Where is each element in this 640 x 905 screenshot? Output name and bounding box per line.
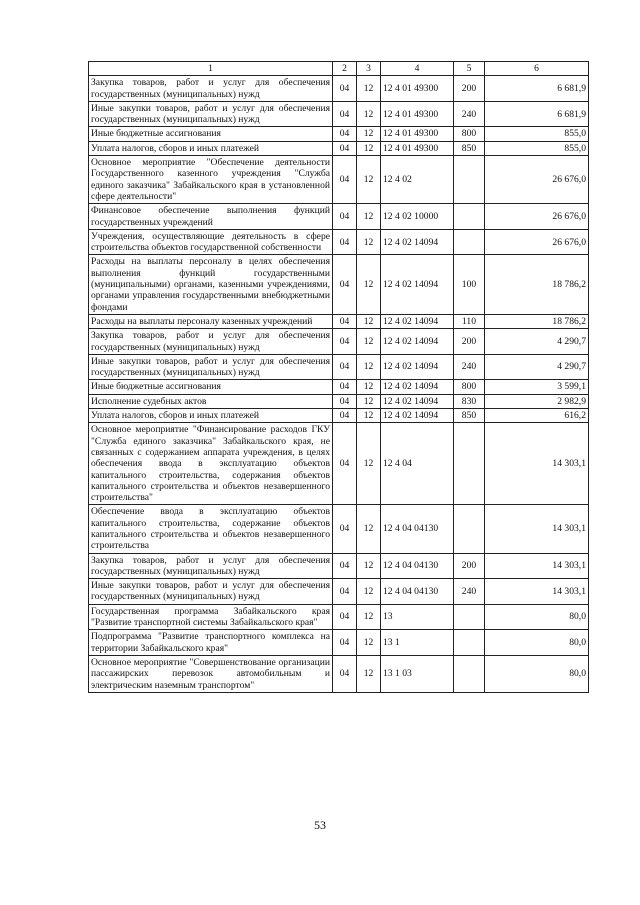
amount-cell: 14 303,1 [485,579,589,605]
row-name-cell: Подпрограмма "Развитие транспортного комплекса на территории Забайкальского края" [89,630,333,656]
subsection-code-cell: 12 [357,505,381,553]
target-article-cell: 12 4 02 14094 [381,255,454,314]
section-code-cell: 04 [333,314,357,328]
amount-cell: 26 676,0 [485,229,589,255]
amount-cell: 616,2 [485,409,589,423]
amount-cell: 6 681,9 [485,76,589,102]
amount-cell: 18 786,2 [485,314,589,328]
expense-type-cell: 800 [454,380,485,394]
expense-type-cell [454,630,485,656]
section-code-cell: 04 [333,229,357,255]
subsection-code-cell: 12 [357,604,381,630]
table-row [89,630,589,656]
table-row [89,156,589,204]
section-code-cell: 04 [333,655,357,692]
expense-type-cell [454,423,485,505]
target-article-cell: 12 4 02 10000 [381,204,454,230]
column-header: 4 [381,62,454,76]
expense-type-cell [454,229,485,255]
section-code-cell: 04 [333,156,357,204]
table-row [89,141,589,155]
column-header: 2 [333,62,357,76]
section-code-cell: 04 [333,101,357,127]
target-article-cell: 13 1 03 [381,655,454,692]
subsection-code-cell: 12 [357,255,381,314]
amount-cell: 3 599,1 [485,380,589,394]
row-name-cell: Учреждения, осуществляющие деятельность в сфере строительства объектов государственной собственности [89,229,333,255]
amount-cell: 26 676,0 [485,204,589,230]
expense-type-cell: 200 [454,76,485,102]
section-code-cell: 04 [333,76,357,102]
row-name-cell: Государственная программа Забайкальского края "Развитие транспортной системы Забайкальского края" [89,604,333,630]
column-header: 5 [454,62,485,76]
table-row [89,314,589,328]
target-article-cell: 12 4 04 [381,423,454,505]
target-article-cell: 12 4 01 49300 [381,127,454,141]
target-article-cell: 12 4 01 49300 [381,141,454,155]
expense-type-cell [454,204,485,230]
section-code-cell: 04 [333,141,357,155]
expense-type-cell: 850 [454,409,485,423]
row-name-cell: Иные закупки товаров, работ и услуг для обеспечения государственных (муниципальных) нужд [89,101,333,127]
section-code-cell: 04 [333,553,357,579]
expense-type-cell: 240 [454,354,485,380]
row-name-cell: Уплата налогов, сборов и иных платежей [89,141,333,155]
amount-cell: 2 982,9 [485,394,589,408]
row-name-cell: Обеспечение ввода в эксплуатацию объектов капитального строительства, содержание объектов капитального строительства и объектов незавершенного строительства [89,505,333,553]
target-article-cell: 12 4 02 14094 [381,394,454,408]
amount-cell: 4 290,7 [485,354,589,380]
table-row [89,505,589,553]
target-article-cell: 12 4 04 04130 [381,579,454,605]
target-article-cell: 12 4 02 14094 [381,354,454,380]
row-name-cell: Закупка товаров, работ и услуг для обеспечения государственных (муниципальных) нужд [89,329,333,355]
table-row [89,354,589,380]
expense-type-cell: 830 [454,394,485,408]
target-article-cell: 12 4 01 49300 [381,76,454,102]
target-article-cell: 12 4 04 04130 [381,505,454,553]
table-row [89,229,589,255]
section-code-cell: 04 [333,255,357,314]
table-row [89,329,589,355]
row-name-cell: Основное мероприятие "Обеспечение деятельности Государственного казенного учреждения "Служба единого заказчика" Забайкальского края в установленной сфере деятельности" [89,156,333,204]
expense-type-cell: 240 [454,579,485,605]
table-row [89,655,589,692]
subsection-code-cell: 12 [357,409,381,423]
subsection-code-cell: 12 [357,655,381,692]
subsection-code-cell: 12 [357,380,381,394]
subsection-code-cell: 12 [357,229,381,255]
row-name-cell: Закупка товаров, работ и услуг для обеспечения государственных (муниципальных) нужд [89,76,333,102]
budget-table [88,61,589,693]
column-header: 6 [485,62,589,76]
subsection-code-cell: 12 [357,579,381,605]
row-name-cell: Финансовое обеспечение выполнения функций государственных учреждений [89,204,333,230]
row-name-cell: Расходы на выплаты персоналу казенных учреждений [89,314,333,328]
target-article-cell: 12 4 02 14094 [381,380,454,394]
subsection-code-cell: 12 [357,314,381,328]
subsection-code-cell: 12 [357,76,381,102]
subsection-code-cell: 12 [357,329,381,355]
section-code-cell: 04 [333,409,357,423]
row-name-cell: Иные бюджетные ассигнования [89,380,333,394]
amount-cell: 80,0 [485,630,589,656]
section-code-cell: 04 [333,354,357,380]
amount-cell: 855,0 [485,141,589,155]
row-name-cell: Закупка товаров, работ и услуг для обеспечения государственных (муниципальных) нужд [89,553,333,579]
amount-cell: 14 303,1 [485,553,589,579]
page-number: 53 [314,818,326,832]
column-header: 3 [357,62,381,76]
table-row [89,380,589,394]
section-code-cell: 04 [333,380,357,394]
subsection-code-cell: 12 [357,141,381,155]
amount-cell: 4 290,7 [485,329,589,355]
target-article-cell: 12 4 02 14094 [381,314,454,328]
target-article-cell: 12 4 04 04130 [381,553,454,579]
expense-type-cell [454,604,485,630]
section-code-cell: 04 [333,630,357,656]
amount-cell: 26 676,0 [485,156,589,204]
subsection-code-cell: 12 [357,354,381,380]
target-article-cell: 13 1 [381,630,454,656]
row-name-cell: Иные закупки товаров, работ и услуг для обеспечения государственных (муниципальных) нужд [89,579,333,605]
target-article-cell: 12 4 02 14094 [381,229,454,255]
expense-type-cell [454,505,485,553]
target-article-cell: 12 4 02 [381,156,454,204]
subsection-code-cell: 12 [357,630,381,656]
expense-type-cell: 200 [454,553,485,579]
target-article-cell: 12 4 02 14094 [381,409,454,423]
section-code-cell: 04 [333,604,357,630]
column-header: 1 [89,62,333,76]
subsection-code-cell: 12 [357,394,381,408]
expense-type-cell: 850 [454,141,485,155]
row-name-cell: Иные закупки товаров, работ и услуг для обеспечения государственных (муниципальных) нужд [89,354,333,380]
expense-type-cell: 110 [454,314,485,328]
amount-cell: 6 681,9 [485,101,589,127]
table-row [89,255,589,314]
section-code-cell: 04 [333,423,357,505]
table-row [89,409,589,423]
expense-type-cell: 800 [454,127,485,141]
row-name-cell: Иные бюджетные ассигнования [89,127,333,141]
row-name-cell: Основное мероприятие "Финансирование расходов ГКУ "Служба единого заказчика" Забайкальского края, не связанных с содержанием аппарата учреждения, в целях обеспечения ввода в эксплуатацию объектов капитального строительства, содержания объектов капитального строительства и объектов незавершенного строительства" [89,423,333,505]
amount-cell: 80,0 [485,655,589,692]
expense-type-cell [454,655,485,692]
target-article-cell: 12 4 01 49300 [381,101,454,127]
table-row [89,76,589,102]
section-code-cell: 04 [333,329,357,355]
table-row [89,394,589,408]
subsection-code-cell: 12 [357,156,381,204]
table-row [89,553,589,579]
subsection-code-cell: 12 [357,553,381,579]
subsection-code-cell: 12 [357,101,381,127]
table-row [89,423,589,505]
subsection-code-cell: 12 [357,127,381,141]
expense-type-cell: 200 [454,329,485,355]
row-name-cell: Основное мероприятие "Совершенствование организации пассажирских перевозок автомобильным и электрическим наземным транспортом" [89,655,333,692]
section-code-cell: 04 [333,127,357,141]
subsection-code-cell: 12 [357,423,381,505]
table-row [89,127,589,141]
expense-type-cell [454,156,485,204]
row-name-cell: Уплата налогов, сборов и иных платежей [89,409,333,423]
row-name-cell: Расходы на выплаты персоналу в целях обеспечения выполнения функций государственными (муниципальными) органами, казенными учреждениями, органами управления государственными внебюджетными фондами [89,255,333,314]
amount-cell: 14 303,1 [485,423,589,505]
section-code-cell: 04 [333,204,357,230]
subsection-code-cell: 12 [357,204,381,230]
table-row [89,101,589,127]
amount-cell: 18 786,2 [485,255,589,314]
table-row [89,204,589,230]
row-name-cell: Исполнение судебных актов [89,394,333,408]
table-row [89,604,589,630]
expense-type-cell: 100 [454,255,485,314]
target-article-cell: 12 4 02 14094 [381,329,454,355]
amount-cell: 80,0 [485,604,589,630]
amount-cell: 14 303,1 [485,505,589,553]
table-row [89,579,589,605]
section-code-cell: 04 [333,394,357,408]
amount-cell: 855,0 [485,127,589,141]
expense-type-cell: 240 [454,101,485,127]
table-header-row [89,62,589,76]
section-code-cell: 04 [333,579,357,605]
section-code-cell: 04 [333,505,357,553]
target-article-cell: 13 [381,604,454,630]
